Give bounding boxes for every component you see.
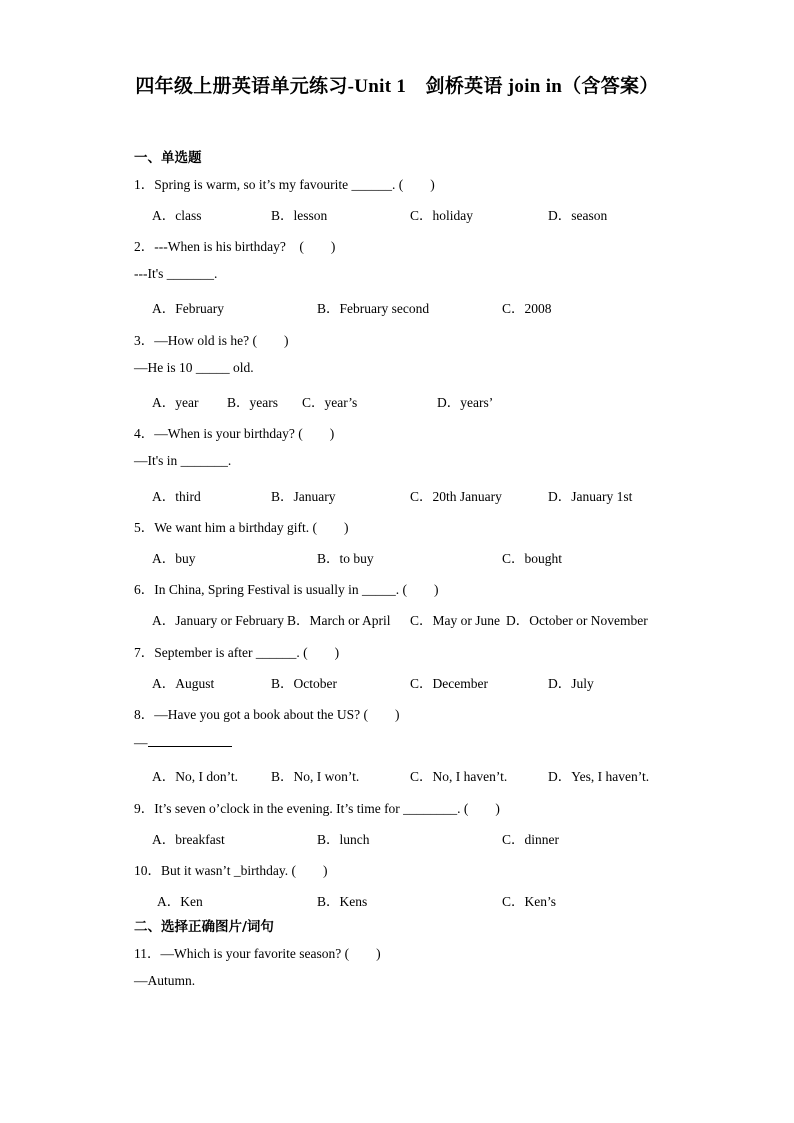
- question-2-answer-line: ---It's _______.: [134, 266, 218, 281]
- question-11-answer-line: —Autumn.: [134, 973, 196, 988]
- question-6-option-b[interactable]: B．March or April: [287, 613, 391, 628]
- question-9-stem: 9．It’s seven o’clock in the evening. It’s time for ________. ( ): [134, 801, 500, 816]
- question-10-option-a[interactable]: A．Ken: [157, 894, 203, 909]
- question-8-dash: —: [134, 735, 148, 750]
- question-5-option-c[interactable]: C．bought: [502, 551, 563, 566]
- question-5-option-b[interactable]: B．to buy: [317, 551, 374, 566]
- question-1-option-d[interactable]: D．season: [548, 208, 608, 223]
- question-2-stem: 2．---When is his birthday? ( ): [134, 239, 336, 254]
- question-5-option-a[interactable]: A．buy: [152, 551, 196, 566]
- question-3-option-c[interactable]: C．year’s: [302, 395, 358, 410]
- question-7-option-a[interactable]: A．August: [152, 676, 215, 691]
- question-11-stem: 11．—Which is your favorite season? ( ): [134, 946, 381, 961]
- question-6-option-a[interactable]: A．January or February: [152, 613, 284, 628]
- question-9-option-c[interactable]: C．dinner: [502, 832, 559, 847]
- question-3-option-d[interactable]: D．years’: [437, 395, 494, 410]
- question-3-option-b[interactable]: B．years: [227, 395, 278, 410]
- question-4-stem: 4．—When is your birthday? ( ): [134, 426, 335, 441]
- question-4-option-d[interactable]: D．January 1st: [548, 489, 633, 504]
- document-title: 四年级上册英语单元练习-Unit 1 剑桥英语 join in（含答案）: [135, 76, 659, 97]
- question-8-answer-line: [134, 734, 232, 751]
- question-1-stem: 1．Spring is warm, so it’s my favourite ______. ( ): [134, 177, 435, 192]
- question-8-stem: 8．—Have you got a book about the US? ( ): [134, 707, 400, 722]
- question-2-option-c[interactable]: C．2008: [502, 301, 552, 316]
- question-1-option-a[interactable]: A．class: [152, 208, 202, 223]
- question-6-option-d[interactable]: D．October or November: [506, 613, 648, 628]
- question-8-option-b[interactable]: B．No, I won’t.: [271, 769, 360, 784]
- question-7-option-c[interactable]: C．December: [410, 676, 488, 691]
- question-10-option-b[interactable]: B．Kens: [317, 894, 368, 909]
- question-4-option-b[interactable]: B．January: [271, 489, 336, 504]
- question-2-option-a[interactable]: A．February: [152, 301, 224, 316]
- question-8-blank: [148, 734, 232, 747]
- question-4-answer-line: —It's in _______.: [134, 453, 232, 468]
- question-8-option-c[interactable]: C．No, I haven’t.: [410, 769, 508, 784]
- question-7-option-d[interactable]: D．July: [548, 676, 594, 691]
- question-9-option-a[interactable]: A．breakfast: [152, 832, 225, 847]
- question-3-option-a[interactable]: A．year: [152, 395, 199, 410]
- question-6-option-c[interactable]: C．May or June: [410, 613, 500, 628]
- question-1-option-c[interactable]: C．holiday: [410, 208, 473, 223]
- question-3-stem: 3．—How old is he? ( ): [134, 333, 289, 348]
- question-7-stem: 7．September is after ______. ( ): [134, 645, 340, 660]
- question-1-option-b[interactable]: B．lesson: [271, 208, 328, 223]
- question-6-stem: 6．In China, Spring Festival is usually in _____. ( ): [134, 582, 439, 597]
- question-3-answer-line: —He is 10 _____ old.: [134, 360, 254, 375]
- section-heading-choose-picture: 二、选择正确图片/词句: [134, 919, 274, 935]
- section-heading-single-choice: 一、单选题: [134, 150, 202, 166]
- question-7-option-b[interactable]: B．October: [271, 676, 337, 691]
- question-8-option-d[interactable]: D．Yes, I haven’t.: [548, 769, 650, 784]
- question-4-option-c[interactable]: C．20th January: [410, 489, 502, 504]
- question-8-option-a[interactable]: A．No, I don’t.: [152, 769, 238, 784]
- question-2-option-b[interactable]: B．February second: [317, 301, 430, 316]
- question-5-stem: 5．We want him a birthday gift. ( ): [134, 520, 349, 535]
- question-10-stem: 10．But it wasn’t _birthday. ( ): [134, 863, 328, 878]
- question-9-option-b[interactable]: B．lunch: [317, 832, 370, 847]
- question-10-option-c[interactable]: C．Ken’s: [502, 894, 556, 909]
- question-4-option-a[interactable]: A．third: [152, 489, 201, 504]
